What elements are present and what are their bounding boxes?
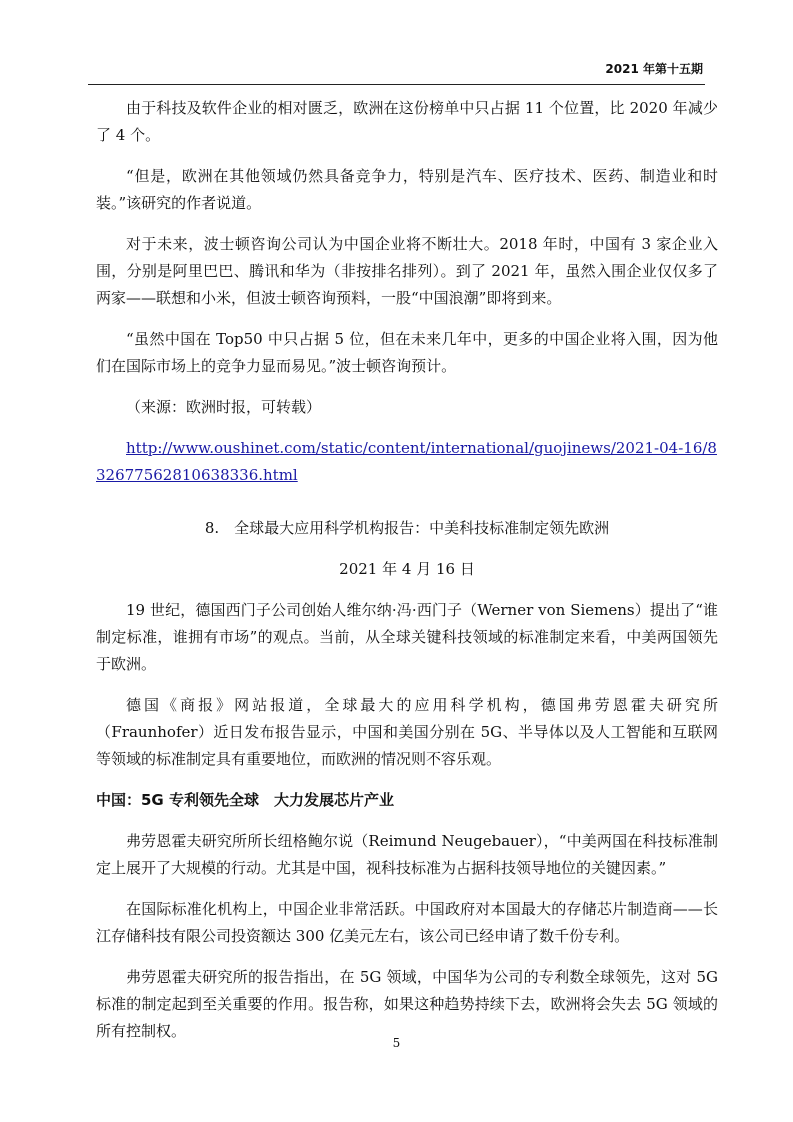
- article-title: 8. 全球最大应用科学机构报告：中美科技标准制定领先欧洲: [204, 519, 610, 537]
- paragraph: 弗劳恩霍夫研究所的报告指出，在 5G 领域，中国华为公司的专利数全球领先，这对 5G 标准的制定起到至关重要的作用。报告称，如果这种趋势持续下去，欧洲将会失去 5G 领域的所有控制权。: [96, 968, 718, 1040]
- header-divider: [88, 84, 705, 85]
- issue-header: 2021 年第十五期: [605, 62, 703, 76]
- section-heading: 中国：5G 专利领先全球 大力发展芯片产业: [96, 791, 394, 809]
- paragraph: 德国《商报》网站报道，全球最大的应用科学机构，德国弗劳恩霍夫研究所（Fraunhofer）近日发布报告显示，中国和美国分别在 5G、半导体以及人工智能和互联网等领域的标准制定具有重要地位，而欧洲的情况则不容乐观。: [96, 696, 718, 768]
- document-body: [96, 95, 718, 1059]
- paragraph: 在国际标准化机构上，中国企业非常活跃。中国政府对本国最大的存储芯片制造商——长江存储科技有限公司投资额达 300 亿美元左右，该公司已经申请了数千份专利。: [96, 900, 718, 945]
- page-number: 5: [392, 1036, 401, 1050]
- paragraph: 弗劳恩霍夫研究所所长纽格鲍尔说（Reimund Neugebauer），“中美两国在科技标准制定上展开了大规模的行动。尤其是中国，视科技标准为占据科技领导地位的关键因素。”: [96, 832, 718, 877]
- paragraph: “虽然中国在 Top50 中只占据 5 位，但在未来几年中，更多的中国企业将入围，因为他们在国际市场上的竞争力显而易见。”波士顿咨询预计。: [96, 330, 718, 375]
- paragraph: “但是，欧洲在其他领域仍然具备竞争力，特别是汽车、医疗技术、医药、制造业和时装。”该研究的作者说道。: [96, 167, 718, 212]
- paragraph: 19 世纪，德国西门子公司创始人维尔纳·冯·西门子（Werner von Siemens）提出了“谁制定标准，谁拥有市场”的观点。当前，从全球关键科技领域的标准制定来看，中美两国领先于欧洲。: [96, 601, 718, 673]
- article-date: 2021 年 4 月 16 日: [339, 560, 475, 578]
- paragraph: 由于科技及软件企业的相对匮乏，欧洲在这份榜单中只占据 11 个位置，比 2020 年减少了 4 个。: [96, 99, 718, 144]
- source-note: （来源：欧洲时报，可转载）: [126, 398, 322, 416]
- source-link[interactable]: http://www.oushinet.com/static/content/international/guojinews/2021-04-16/832677562810638336.html: [96, 439, 717, 484]
- paragraph: 对于未来，波士顿咨询公司认为中国企业将不断壮大。2018 年时，中国有 3 家企业入围，分别是阿里巴巴、腾讯和华为（非按排名排列）。到了 2021 年，虽然入围企业仅仅多了两家——联想和小米，但波士顿咨询预料，一股“中国浪潮”即将到来。: [96, 235, 718, 307]
